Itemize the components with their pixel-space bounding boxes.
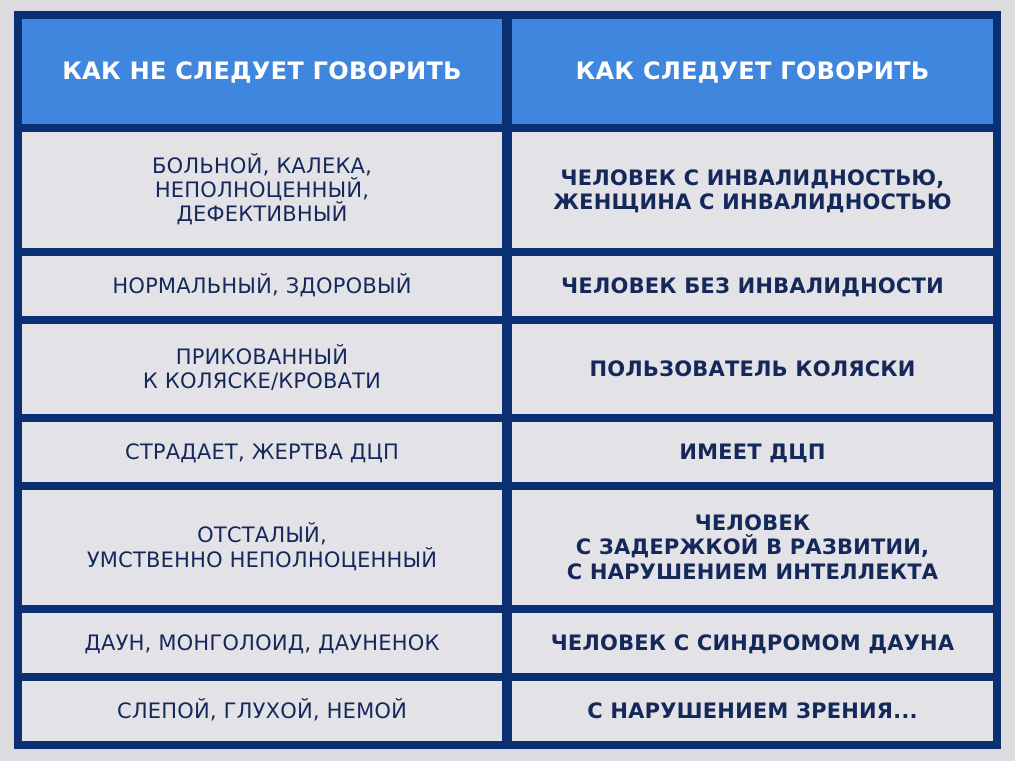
- row-1-wrong: БОЛЬНОЙ, КАЛЕКА, НЕПОЛНОЦЕННЫЙ, ДЕФЕКТИВНЫЙ: [22, 132, 502, 248]
- row-7-right: С НАРУШЕНИЕМ ЗРЕНИЯ...: [512, 681, 993, 741]
- row-2-right: ЧЕЛОВЕК БЕЗ ИНВАЛИДНОСТИ: [512, 256, 993, 316]
- row-6-right: ЧЕЛОВЕК С СИНДРОМОМ ДАУНА: [512, 613, 993, 673]
- row-7-wrong: СЛЕПОЙ, ГЛУХОЙ, НЕМОЙ: [22, 681, 502, 741]
- row-1-right: ЧЕЛОВЕК С ИНВАЛИДНОСТЬЮ, ЖЕНЩИНА С ИНВАЛИДНОСТЬЮ: [512, 132, 993, 248]
- row-6-wrong: ДАУН, МОНГОЛОИД, ДАУНЕНОК: [22, 613, 502, 673]
- row-2-wrong: НОРМАЛЬНЫЙ, ЗДОРОВЫЙ: [22, 256, 502, 316]
- row-5-right: ЧЕЛОВЕК С ЗАДЕРЖКОЙ В РАЗВИТИИ, С НАРУШЕНИЕМ ИНТЕЛЛЕКТА: [512, 490, 993, 605]
- row-3-wrong: ПРИКОВАННЫЙ К КОЛЯСКЕ/КРОВАТИ: [22, 324, 502, 414]
- row-5-wrong: ОТСТАЛЫЙ, УМСТВЕННО НЕПОЛНОЦЕННЫЙ: [22, 490, 502, 605]
- header-right-way: КАК СЛЕДУЕТ ГОВОРИТЬ: [512, 19, 993, 124]
- header-wrong-way: КАК НЕ СЛЕДУЕТ ГОВОРИТЬ: [22, 19, 502, 124]
- row-4-right: ИМЕЕТ ДЦП: [512, 422, 993, 482]
- etiquette-table: [14, 11, 1001, 749]
- row-4-wrong: СТРАДАЕТ, ЖЕРТВА ДЦП: [22, 422, 502, 482]
- row-3-right: ПОЛЬЗОВАТЕЛЬ КОЛЯСКИ: [512, 324, 993, 414]
